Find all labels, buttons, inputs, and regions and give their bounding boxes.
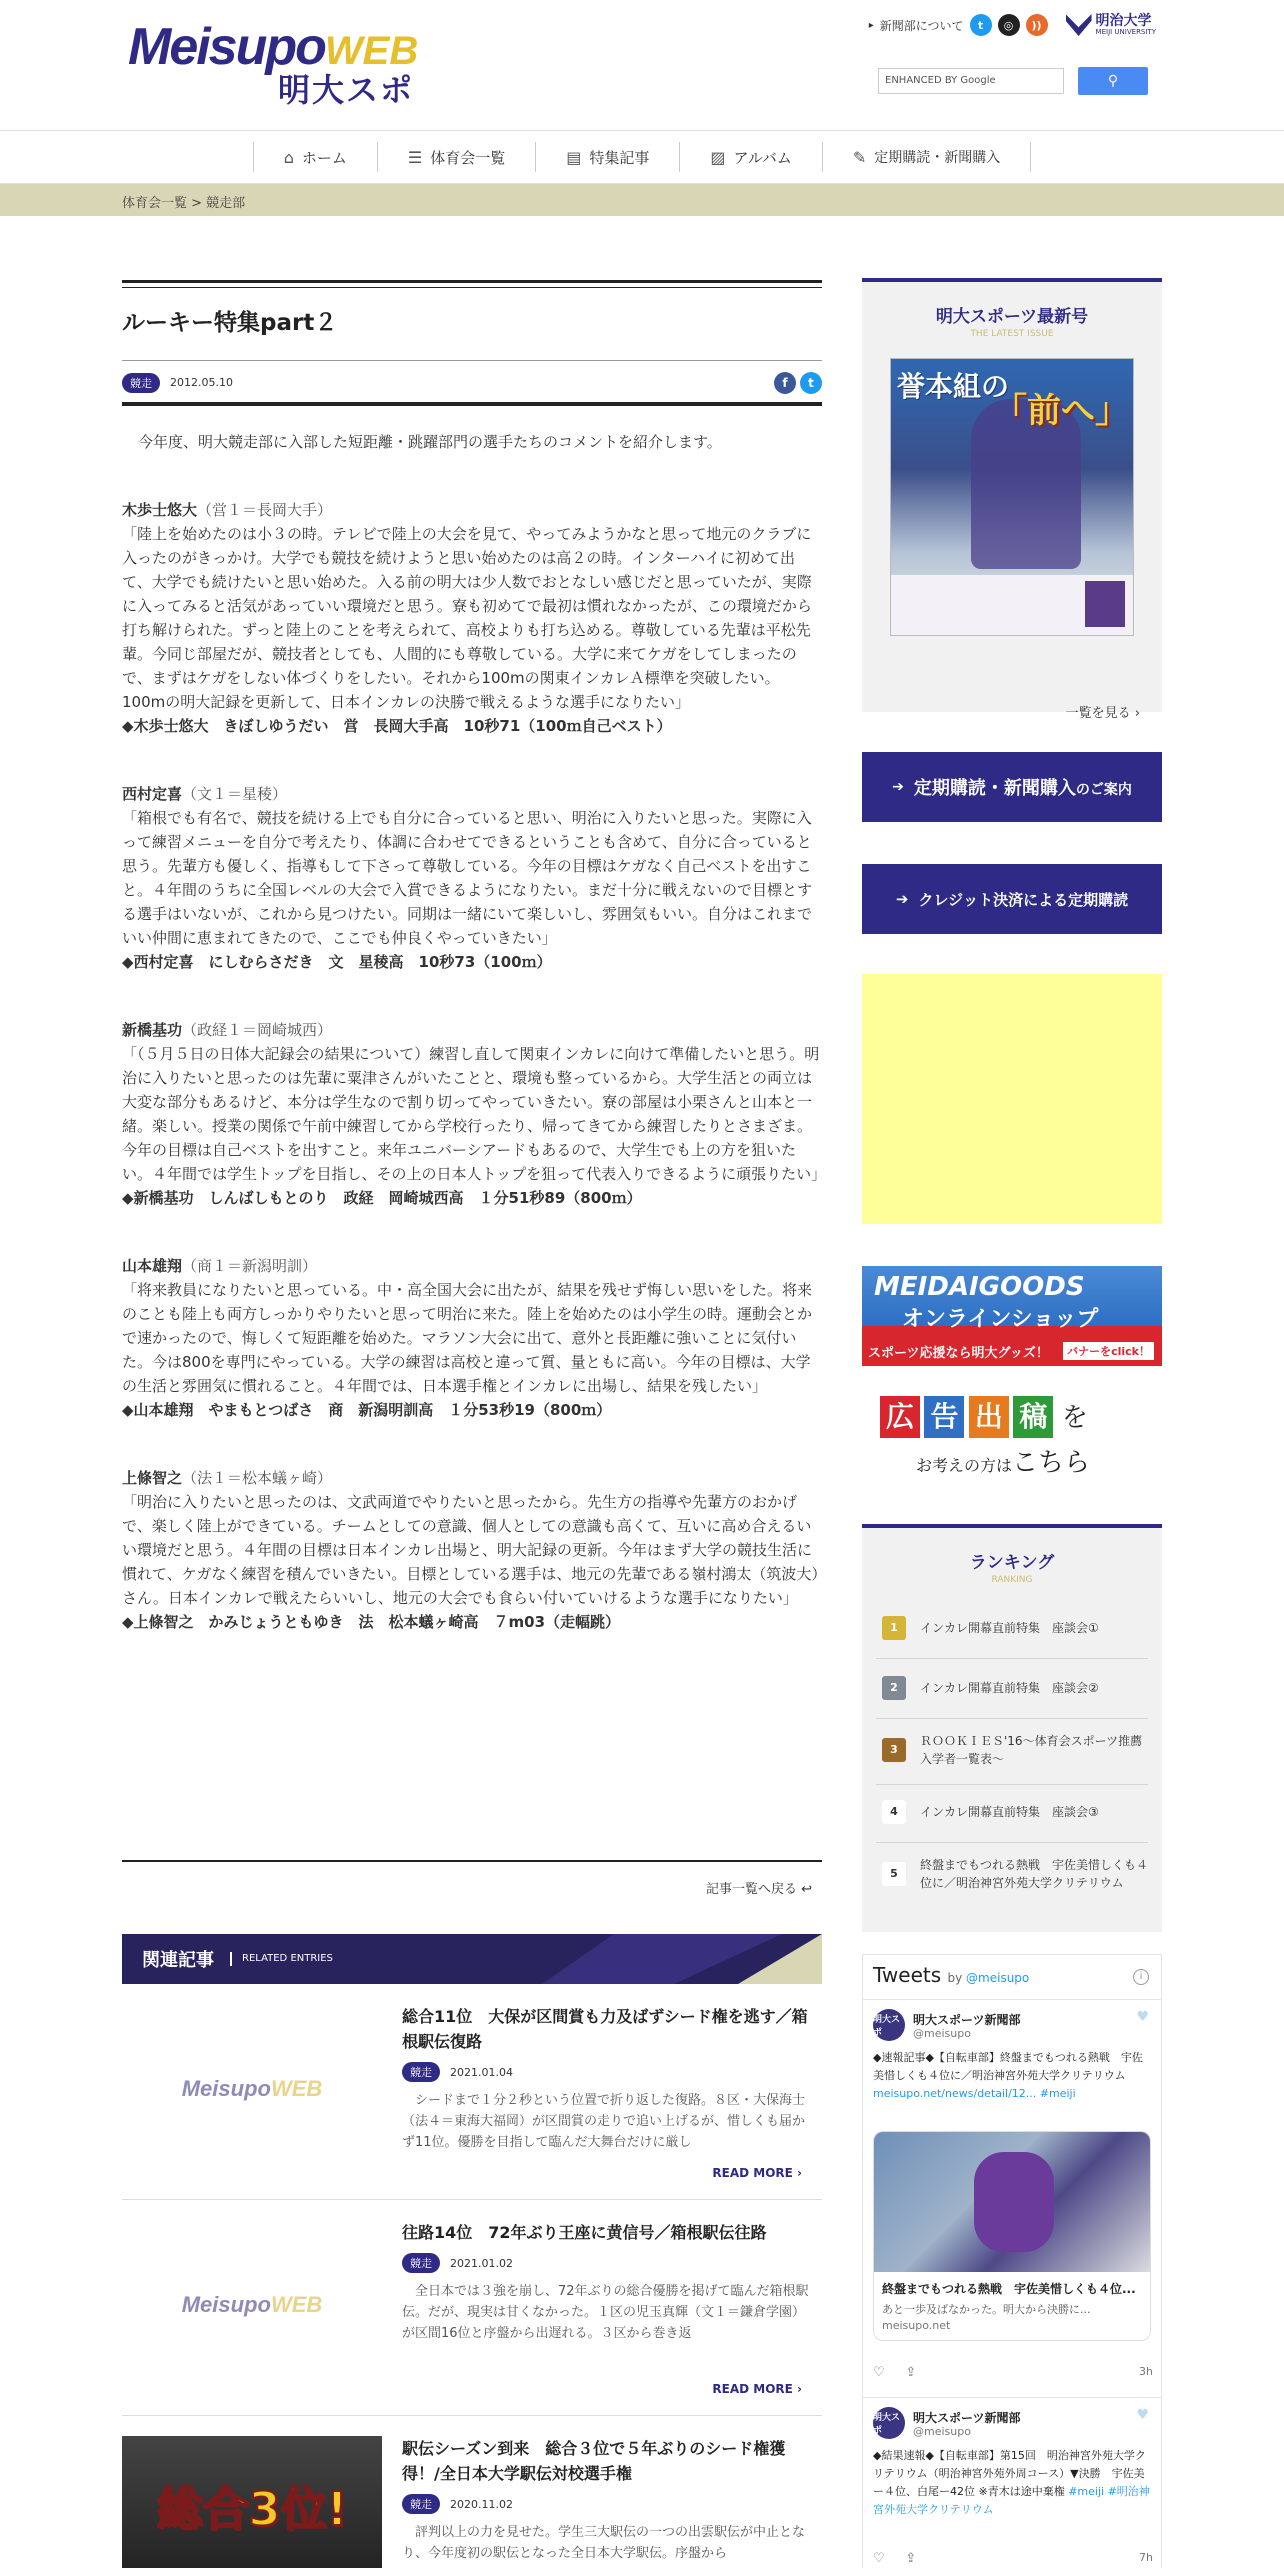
related-title: 関連記事 [142, 1950, 214, 1971]
article-title: ルーキー特集part２ [122, 310, 338, 336]
timeline-title: Tweets [873, 1963, 942, 1987]
ranking-subtitle: RANKING [991, 1575, 1033, 1585]
rss-icon[interactable]: )) [1026, 14, 1048, 36]
tweet-text [873, 2447, 1153, 2519]
logo-main-text: Meisupo [128, 18, 325, 76]
search-button[interactable] [1078, 67, 1148, 95]
placeholder-logo-web: WEB [270, 2292, 323, 2317]
rank-number: 1 [882, 1616, 906, 1640]
list-icon: ☰ [407, 147, 423, 167]
avatar[interactable]: 明大スポ [873, 2407, 905, 2439]
category-tag[interactable]: 競走 [402, 2253, 440, 2273]
main-nav [0, 130, 1284, 184]
placeholder-logo-main: Meisupo [181, 2076, 271, 2101]
athlete-block [122, 1018, 827, 1210]
tweet-time[interactable]: 7h [1139, 2551, 1153, 2564]
avatar[interactable]: 明大スポ [873, 2009, 905, 2041]
share-buttons [774, 372, 822, 394]
cover-headline-2: 「前へ」 [993, 391, 1129, 431]
divider [876, 1718, 1148, 1719]
card-image [874, 2132, 1150, 2272]
placeholder-logo-main: Meisupo [181, 2292, 271, 2317]
related-entry[interactable] [122, 2416, 822, 2568]
meiji-university-logo[interactable] [1066, 14, 1156, 36]
title-rule [122, 280, 822, 288]
credit-subscribe-label: クレジット決済による定期購読 [918, 890, 1129, 909]
athlete-result: ◆山本雄翔 やまもとつばさ 商 新潟明訓高 １分53秒19（800ｍ） [122, 1401, 612, 1419]
athlete-name: 新橋基功 [122, 1021, 183, 1039]
card-description: あと一歩及ばなかった。明大から決勝に... [882, 2303, 1091, 2316]
athlete-block [122, 498, 822, 738]
entry-excerpt: 全日本では３強を崩し、72年ぶりの総合優勝を掲げて臨んだ箱根駅伝。だが、現実は甘くなかった。１区の児玉真輝（文１＝鎌倉学園）が区間16位と序盤から出遅れる。３区から巻き返 [402, 2284, 809, 2341]
tweet-body: ◆速報記事◆【自転車部】終盤までもつれる熱戦 宇佐美惜しくも４位に／明治神宮外苑大学クリテリウム [873, 2051, 1143, 2082]
cover-ad-block [1085, 581, 1125, 627]
category-tag[interactable]: 競走 [402, 2062, 440, 2082]
breadcrumb[interactable]: 体育会一覧 > 競走部 [122, 196, 246, 211]
ranking-item-text: インカレ開幕直前特集 座談会③ [920, 1805, 1099, 1819]
latest-issue-box [862, 278, 1162, 721]
athlete-comment: 「明治に入りたいと思ったのは、文武両道でやりたいと思ったから。先生方の指導や先輩方のおかげで、楽しく陸上ができている。チームとしての意識、個人としての意識も高くて、互いに高め合えるいい環境だと思う。４年間の目標は日本インカレ出場と、明大記録の更新。今年はまず大学の競技生活に慣れて、ケガなく練習を積んでいきたい。目標としている選手は、地元の先輩である嶺村鴻太（筑波大）さん。日本インカレで戦えたらいいし、地元の大会でも食らい付いていけるような選手になりたい」 [122, 1493, 819, 1607]
timeline-by: by [947, 1971, 963, 1985]
univ-name: 明治大学 [1095, 13, 1152, 29]
like-icon[interactable]: ♡ [873, 2365, 885, 2380]
tweet-text [873, 2049, 1153, 2103]
athlete-affil: （政経１＝岡崎城西） [182, 1021, 333, 1039]
chevron-right-icon: › [797, 2166, 802, 2180]
read-more-label: READ MORE [712, 2382, 793, 2396]
tweet-user[interactable]: 明大スポーツ新聞部 [913, 2013, 1021, 2027]
article-end-rule [122, 1860, 822, 1862]
card-url: meisupo.net [882, 2319, 951, 2332]
entry-excerpt: 評判以上の力を見せた。学生三大駅伝の一つの出雲駅伝が中止となり、今年度初の駅伝となった全日本大学駅伝。序盤から [402, 2525, 806, 2561]
ranking-item-text: ＲＯＯＫＩＥＳ'16～体育会スポーツ推薦入学者一覧表～ [920, 1734, 1143, 1766]
rank-number: 4 [882, 1800, 906, 1824]
athlete-result: ◆上條智之 かみじょうともゆき 法 松本蟻ヶ崎高 ７m03（走幅跳） [122, 1613, 621, 1631]
athlete-affil: （法１＝松本蟻ヶ崎） [182, 1469, 333, 1487]
back-link-label: 記事一覧へ戻る [706, 1882, 798, 1897]
site-header [0, 0, 1284, 130]
athlete-comment: 「将来教員になりたいと思っている。中・高全国大会に出たが、結果を残せず悔しい思いをした。将来のことも陸上も両方しっかりやりたいと思って明治に来た。陸上を始めたのは小学生の時。運動会とかで速かったので、悔しくて短距離を始めた。マラソン大会に出て、意外と長距離に強いことに気付いた。今は800を専門にやっている。大学の練習は高校と違って質、量ともに高い。今年の目標は、大学の生活と雰囲気に慣れること。４年間では、日本選手権とインカレに出場し、結果を残したい」 [122, 1281, 813, 1395]
athlete-affil: （営１＝長岡大手） [197, 501, 333, 519]
tweet-body: ◆結果速報◆【自転車部】第15回 明治神宮外苑大学クリテリウム（明治神宮外苑外周コース）▼決勝 宇佐美ー４位、白尾ー42位 ※青木は途中棄権 [873, 2449, 1146, 2498]
ad-line-a: お考えの方は [916, 1456, 1013, 1475]
advertise-banner[interactable] [862, 1396, 1162, 1486]
subscribe-suffix: のご案内 [1075, 782, 1132, 798]
ranking-item[interactable] [882, 1676, 1152, 1700]
breadcrumb-bar [0, 184, 1284, 216]
chevron-right-icon: ▸ [868, 19, 874, 31]
twitter-bird-icon: ♥ [1136, 2009, 1149, 2025]
rank-number: 3 [882, 1738, 906, 1762]
nav-home[interactable] [253, 142, 377, 172]
athlete-name: 上條智之 [122, 1469, 183, 1487]
ad-char: 広 [880, 1396, 920, 1438]
entry-date: 2020.11.02 [450, 2497, 513, 2511]
arrow-right-icon: ➔ [895, 890, 909, 908]
entry-excerpt: シードまで１分２秒という位置で折り返した復路。８区・大保海士（法４＝東海大福岡）が区間賞の走りで追い上げるが、惜しくも届かず11位。優勝を目指して臨んだ大舞台だけに厳し [402, 2093, 806, 2150]
search-icon: ⚲ [1107, 73, 1119, 89]
placeholder-logo [182, 2076, 323, 2102]
article-meta [122, 360, 822, 396]
subscribe-label: 定期購読・新聞購入 [913, 778, 1076, 799]
issue-cover-image[interactable] [890, 358, 1134, 636]
nav-clubs[interactable] [377, 142, 535, 172]
tweet-actions [873, 2551, 1153, 2566]
entry-title[interactable]: 駅伝シーズン到来 総合３位で５年ぶりのシード権獲得！/全日本大学駅伝対校選手権 [402, 2439, 786, 2483]
like-icon[interactable]: ♡ [873, 2551, 885, 2566]
divider [122, 402, 822, 406]
about-link[interactable]: 新聞部について [879, 18, 964, 33]
search-input[interactable]: ENHANCED BY Google [878, 68, 1064, 94]
read-more-link[interactable] [712, 2166, 802, 2180]
article [122, 280, 827, 1634]
article-date: 2012.05.10 [170, 376, 233, 389]
latest-issue-title: 明大スポーツ最新号 [935, 307, 1089, 327]
goods-banner-title: MEIDAIGOODS [874, 1272, 1085, 1302]
ranking-box [862, 1524, 1162, 1932]
timeline-handle[interactable]: @meisupo [966, 1971, 1030, 1985]
ad-line-b: こちら [1012, 1448, 1091, 1478]
entry-title[interactable]: 総合11位 大保が区間賞も力及ばずシード権を逃す／箱根駅伝復路 [402, 2007, 808, 2051]
twitter-timeline [862, 1954, 1162, 2568]
ad-char: 稿 [1013, 1396, 1053, 1438]
athlete-name: 木歩士悠大 [122, 501, 198, 519]
nav-features-label: 特集記事 [589, 148, 650, 167]
meiji-mark-icon [1066, 14, 1092, 36]
divider [863, 2397, 1161, 2398]
tweet-time[interactable]: 3h [1139, 2365, 1153, 2378]
divider [863, 1999, 1161, 2000]
tweet-link-card[interactable] [873, 2131, 1151, 2341]
ad-char: 告 [924, 1396, 964, 1438]
share-icon[interactable]: ⇪ [905, 2551, 917, 2566]
chevron-right-icon: › [1134, 706, 1140, 721]
nav-album-label: アルバム [733, 148, 792, 167]
related-subtitle: RELATED ENTRIES [230, 1952, 333, 1966]
placeholder-logo-web: WEB [270, 2076, 323, 2101]
univ-sub: MEIJI UNIVERSITY [1095, 28, 1156, 36]
ranking-item-text: インカレ開幕直前特集 座談会② [920, 1681, 1099, 1695]
issue-more-label: 一覧を見る [1065, 706, 1131, 721]
placeholder-logo [182, 2292, 323, 2318]
athlete-block [122, 1466, 822, 1634]
ranking-item[interactable] [882, 1732, 1152, 1768]
athlete-block [122, 782, 822, 974]
ad-placeholder[interactable] [862, 974, 1162, 1224]
athlete-affil: （商１＝新潟明訓） [182, 1257, 318, 1275]
divider [876, 1842, 1148, 1843]
issue-list-link[interactable] [1066, 702, 1140, 721]
logo-web-text: WEB [324, 29, 419, 73]
cover-headline: 誉本組の [897, 370, 1010, 403]
athlete-result: ◆木歩士悠大 きぼしゆうだい 営 長岡大手高 10秒71（100ｍ自己ベスト） [122, 717, 672, 735]
nav-album[interactable] [679, 142, 821, 172]
article-intro: 今年度、明大競走部に入部した短距離・跳躍部門の選手たちのコメントを紹介します。 [138, 433, 722, 451]
ranking-item[interactable] [882, 1616, 1152, 1640]
ranking-item[interactable] [882, 1856, 1152, 1892]
credit-subscribe-button[interactable] [862, 864, 1162, 934]
athlete-block [122, 1254, 822, 1422]
entry-title[interactable]: 往路14位 72年ぶり王座に黄信号／箱根駅伝往路 [402, 2223, 767, 2242]
ad-wo: を [1061, 1403, 1088, 1433]
entry-date: 2021.01.02 [450, 2256, 513, 2270]
athlete-name: 西村定喜 [122, 785, 183, 803]
latest-issue-subtitle: THE LATEST ISSUE [970, 329, 1054, 339]
instagram-icon[interactable]: ◎ [998, 14, 1020, 36]
info-icon[interactable]: i [1133, 1969, 1149, 1985]
facebook-share-icon[interactable]: f [774, 372, 796, 394]
tweet-link[interactable]: meisupo.net/news/detail/12... #meiji [873, 2087, 1076, 2100]
tweet-link[interactable]: #meiji #明治神宮外苑大学クリテリウム [873, 2485, 1150, 2516]
chevron-right-icon: › [797, 2382, 802, 2396]
tweet-handle[interactable]: @meisupo [913, 2425, 971, 2438]
read-more-link[interactable] [712, 2382, 802, 2396]
twitter-share-icon[interactable]: t [800, 372, 822, 394]
rank-number: 2 [882, 1676, 906, 1700]
entry-date: 2021.01.04 [450, 2065, 513, 2079]
home-icon: ⌂ [283, 147, 294, 167]
subscribe-button[interactable] [862, 752, 1162, 822]
related-entry[interactable] [122, 1984, 822, 2200]
subscribe-icon: ✎ [852, 147, 867, 167]
card-title: 終盤までもつれる熱戦 宇佐美惜しくも４位... [882, 2282, 1136, 2296]
header-decoration [542, 1934, 782, 1984]
ranking-item-text: 終盤までもつれる熱戦 宇佐美惜しくも４位に／明治神宮外苑大学クリテリウム [920, 1858, 1149, 1890]
image-icon: ▨ [710, 147, 726, 167]
related-entry[interactable] [122, 2200, 822, 2416]
logo-sub-text: 明大スポ [278, 71, 415, 109]
rank-number: 5 [882, 1862, 906, 1886]
nav-home-label: ホーム [301, 148, 347, 167]
ad-char: 出 [969, 1396, 1009, 1438]
nav-subscribe[interactable] [822, 142, 1031, 172]
return-arrow-icon: ↩ [801, 1882, 813, 1897]
arrow-right-icon: ➔ [892, 779, 904, 795]
timeline-header [873, 1963, 1029, 1987]
nav-subscribe-label: 定期購読・新聞購入 [874, 150, 1001, 166]
back-to-list-link[interactable] [706, 1878, 812, 1897]
athlete-comment: 「（５月５日の日体大記録会の結果について）練習し直して関東インカレに向けて準備したいと思う。明治に入りたいと思ったのは先輩に粟津さんがいたことと、環境も整っているから。大学生活との両立は大変な部分もあるけど、本分は学生なので割り切ってやっていきたい。寮の部屋は小栗さんと山本と一緒。楽しい。授業の関係で午前中練習してから学校行ったり、帰ってきてから練習したりとさまざま。今年の目標は自己ベストを出すこと。来年ユニバーシアードもあるので、大学生でも上の方を狙いたい。４年間では学生トップを目指し、その上の日本人トップを狙って代表入りできるように頑張りたい」 [122, 1045, 827, 1183]
athlete-comment: 「陸上を始めたのは小３の時。テレビで陸上の大会を見て、やってみようかなと思って地元のクラブに入ったのがきっかけ。大学でも競技を続けようと思い始めたのは高２の時。インターハイに初めて出て、大学でも続けたいと思い始めた。入る前の明大は少人数でおとなしい感じだと思っていたが、実際に入ってみると活気があっていい環境だと思う。寮も初めてで最初は慣れなかったが、この環境だから打ち解けられた。ずっと陸上のことを考えられて、高校よりも打ち込める。尊敬している先輩は平松先輩。今同じ部屋だが、競技者としても、人間的にも尊敬している。大学に来てケガをしてしまったので、まずはケガをしない体づくりをしたい。それから100mの関東インカレＡ標準を突破したい。100mの明大記録を更新して、日本インカレの決勝で戦えるような選手になりたい」 [122, 525, 812, 711]
entry-thumbnail[interactable] [122, 2436, 382, 2568]
nav-clubs-label: 体育会一覧 [430, 148, 506, 167]
athlete-result: ◆西村定喜 にしむらさだき 文 星稜高 10秒73（100ｍ） [122, 953, 552, 971]
tweet-user[interactable]: 明大スポーツ新聞部 [913, 2411, 1021, 2425]
ranking-title: ランキング [969, 1553, 1055, 1573]
ranking-item[interactable] [882, 1800, 1152, 1824]
tweet-actions [873, 2365, 1153, 2380]
share-icon[interactable]: ⇪ [905, 2365, 917, 2380]
twitter-bird-icon: ♥ [1136, 2407, 1149, 2423]
top-links [869, 14, 1156, 36]
category-tag[interactable]: 競走 [402, 2494, 440, 2514]
goods-shop-banner[interactable] [862, 1266, 1162, 1366]
athlete-result: ◆新橋基功 しんばしもとのり 政経 岡崎城西高 １分51秒89（800ｍ） [122, 1189, 642, 1207]
goods-banner-shop: オンラインショップ [902, 1307, 1099, 1332]
divider [876, 1658, 1148, 1659]
athlete-comment: 「箱根でも有名で、競技を続ける上でも自分に合っていると思い、明治に入りたいと思った。実際に入って練習メニューを自分で考えたり、体調に合わせてできるということも含めて、自分に合っていると思う。先輩方も優しく、指導もして下さって尊敬している。今年の目標はケガなく自己ベストを出すこと。４年間のうちに全国レベルの大会で入賞できるようになりたい。まだ十分に戦えないので目標とする選手はいないが、これから見つけたい。同期は一緒にいて楽しいし、雰囲気もいい。自分はこれまでいい仲間に恵まれてきたので、ここでも仲良くやっていきたい」 [122, 809, 813, 947]
nav-features[interactable] [535, 142, 679, 172]
site-logo[interactable] [128, 18, 438, 114]
newspaper-icon: ▤ [566, 147, 582, 167]
read-more-label: READ MORE [712, 2166, 793, 2180]
thumbnail-caption: 総合3位! [156, 2482, 348, 2536]
tweet-handle[interactable]: @meisupo [913, 2027, 971, 2040]
entry-thumbnail[interactable] [122, 2004, 382, 2174]
goods-banner-tagline: スポーツ応援なら明大グッズ！ [868, 1346, 1049, 1361]
twitter-icon[interactable]: t [970, 14, 992, 36]
cyclist-figure [974, 2152, 1054, 2252]
goods-banner-cta: バナーをclick！ [1063, 1342, 1154, 1360]
related-header [122, 1934, 822, 1984]
athlete-name: 山本雄翔 [122, 1257, 183, 1275]
divider [876, 1784, 1148, 1785]
ranking-item-text: インカレ開幕直前特集 座談会① [920, 1621, 1099, 1635]
category-tag[interactable]: 競走 [122, 373, 160, 393]
entry-thumbnail[interactable] [122, 2220, 382, 2390]
athlete-affil: （文１＝星稜） [182, 785, 288, 803]
